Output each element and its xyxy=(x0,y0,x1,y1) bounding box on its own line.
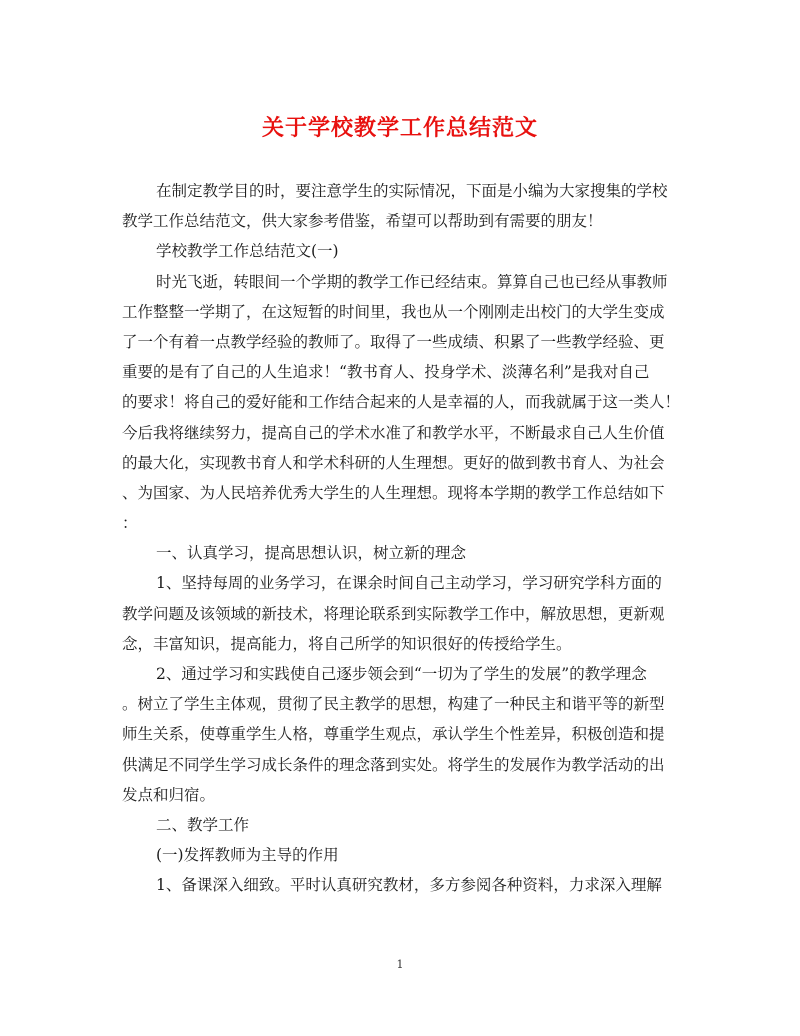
body-line: 了一个有着一点教学经验的教师了。取得了一些成绩、积累了一些教学经验、更 xyxy=(122,332,665,351)
body-line: 工作整整一学期了，在这短暂的时间里，我也从一个刚刚走出校门的大学生变成 xyxy=(122,302,665,321)
body-line: 1、坚持每周的业务学习，在课余时间自己主动学习，学习研究学科方面的 xyxy=(156,574,662,593)
body-line: 时光飞逝，转眼间一个学期的教学工作已经结束。算算自己也已经从事教师 xyxy=(156,272,668,291)
body-line: 1、备课深入细致。平时认真研究教材，多方参阅各种资料，力求深入理解 xyxy=(156,876,662,895)
body-line: ： xyxy=(122,514,138,533)
body-line: 重要的是有了自己的人生追求！“教书育人、投身学术、淡薄名利”是我对自己 xyxy=(122,363,650,382)
body-line: 在制定教学目的时，要注意学生的实际情况，下面是小编为大家搜集的学校 xyxy=(156,182,668,200)
body-line: 。树立了学生主体观，贯彻了民主教学的思想，构建了一种民主和谐平等的新型 xyxy=(122,695,665,714)
body-line: 教学工作总结范文，供大家参考借鉴，希望可以帮助到有需要的朋友！ xyxy=(122,212,603,231)
document-body xyxy=(122,176,681,901)
section-heading: 学校教学工作总结范文(一) xyxy=(156,242,339,261)
body-line: 发点和归宿。 xyxy=(122,785,216,804)
body-line: 今后我将继续努力，提高自己的学术水准了和教学水平，不断最求自己人生价值 xyxy=(122,423,665,442)
subsection-heading: (一)发挥教师为主导的作用 xyxy=(156,846,339,865)
body-line: 的最大化，实现教书育人和学术科研的人生理想。更好的做到教书育人、为社会 xyxy=(122,453,665,472)
body-line: 、为国家、为人民培养优秀大学生的人生理想。现将本学期的教学工作总结如下 xyxy=(122,483,665,502)
body-line: 念，丰富知识，提高能力，将自己所学的知识很好的传授给学生。 xyxy=(122,634,572,653)
section-heading: 一、认真学习，提高思想认识，树立新的理念 xyxy=(156,544,467,563)
document-title: 关于学校教学工作总结范文 xyxy=(261,115,538,141)
body-line: 教学问题及该领域的新技术，将理论联系到实际教学工作中，解放思想，更新观 xyxy=(122,604,665,623)
section-heading: 二、教学工作 xyxy=(156,815,250,834)
body-line: 师生关系，使尊重学生人格，尊重学生观点，承认学生个性差异，积极创造和提 xyxy=(122,725,665,744)
body-line: 的要求！将自己的爱好能和工作结合起来的人是幸福的人，而我就属于这一类人！ xyxy=(122,393,681,412)
page-number: 1 xyxy=(396,958,404,971)
body-line: 2、通过学习和实践使自己逐步领会到“一切为了学生的发展”的教学理念 xyxy=(156,665,647,683)
body-line: 供满足不同学生学习成长条件的理念落到实处。将学生的发展作为教学活动的出 xyxy=(122,755,665,774)
